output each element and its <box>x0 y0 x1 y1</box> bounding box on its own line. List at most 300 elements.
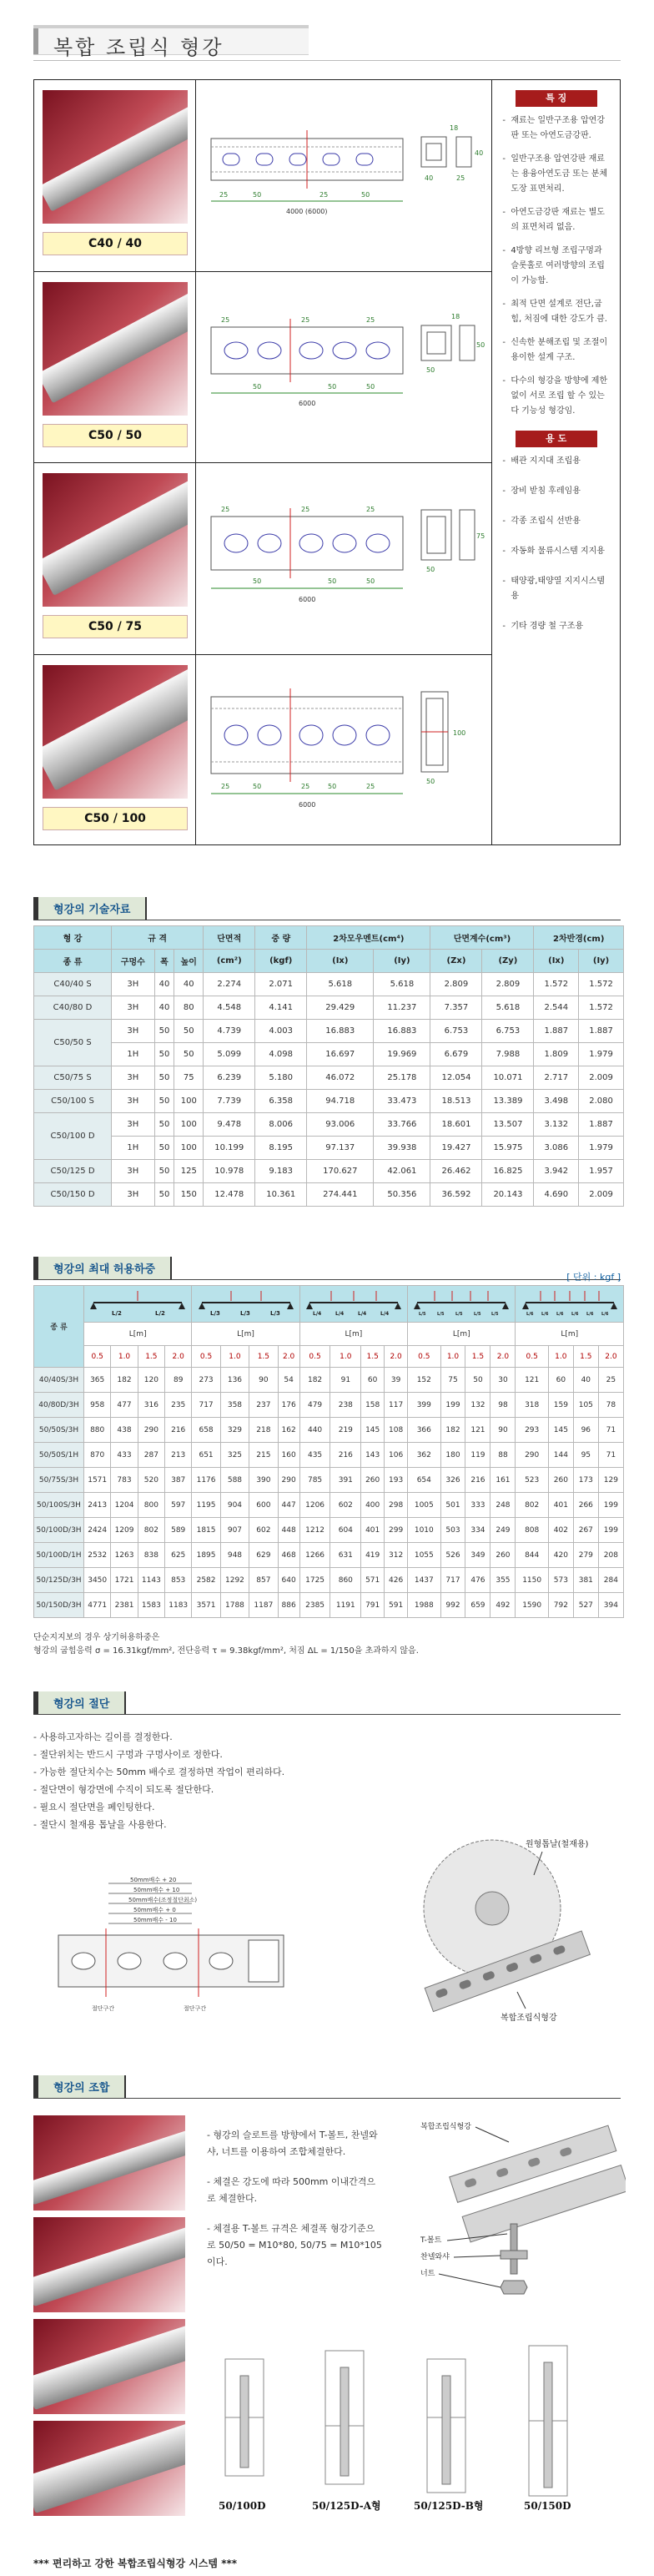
load-row <box>34 1443 624 1468</box>
load-cell: 260 <box>490 1543 516 1568</box>
load-cell: 91 <box>330 1368 361 1393</box>
beam-label: L/2 <box>112 1310 123 1317</box>
load-cell: 401 <box>361 1518 385 1543</box>
profile-label: 복합조립식형강 <box>501 2014 557 2023</box>
tech-cell: 33.766 <box>374 1113 430 1137</box>
load-cell: 1195 <box>192 1493 220 1518</box>
load-cell: 1204 <box>111 1493 138 1518</box>
load-cell: 602 <box>249 1518 278 1543</box>
section-label: 50/100D <box>219 2500 266 2512</box>
load-cell: 90 <box>490 1418 516 1443</box>
tech-cell: 2.717 <box>534 1066 579 1090</box>
tech-cell: 50 <box>174 1020 204 1043</box>
load-cell: 293 <box>516 1418 548 1443</box>
load-cell: 468 <box>278 1543 299 1568</box>
load-cell: 60 <box>361 1368 385 1393</box>
assembly-photo <box>33 2217 185 2312</box>
tech-cell: 3.942 <box>534 1160 579 1183</box>
load-cell: 1815 <box>192 1518 220 1543</box>
length-value: 1.0 <box>220 1346 249 1368</box>
load-cell: 235 <box>165 1393 192 1418</box>
load-cell: 802 <box>516 1493 548 1518</box>
beam-label: L/4 <box>380 1311 390 1317</box>
load-cell: 290 <box>138 1418 164 1443</box>
tech-cell: 46.072 <box>307 1066 374 1090</box>
load-cell: 50 <box>465 1368 490 1393</box>
tech-cell: 4.141 <box>255 996 307 1020</box>
tech-cell: 80 <box>174 996 204 1020</box>
tech-cell: 50 <box>154 1066 174 1090</box>
title-area <box>0 0 654 59</box>
load-cell: 399 <box>408 1393 440 1418</box>
length-value: 1.5 <box>249 1346 278 1368</box>
load-cell: 358 <box>220 1393 249 1418</box>
load-cell: 2385 <box>299 1593 330 1618</box>
tech-cell: 1.887 <box>579 1113 624 1137</box>
length-header: L[m] <box>408 1323 516 1346</box>
load-cell: 180 <box>440 1443 465 1468</box>
tech-cell: 1.572 <box>579 996 624 1020</box>
th-iy: (Iy) <box>374 950 430 973</box>
tech-cell: 40 <box>174 973 204 996</box>
c40-40-drawing <box>203 97 486 255</box>
load-cell: 438 <box>111 1418 138 1443</box>
tech-cell: 16.883 <box>307 1020 374 1043</box>
length-value: 0.5 <box>408 1346 440 1368</box>
load-cell: 290 <box>516 1443 548 1468</box>
section-divider <box>33 1714 621 1715</box>
load-cell: 785 <box>299 1468 330 1493</box>
tech-cell: 1.979 <box>579 1137 624 1160</box>
beam-diagram-fifth <box>408 1286 516 1323</box>
load-row <box>34 1568 624 1593</box>
load-cell: 182 <box>111 1368 138 1393</box>
features-list <box>492 113 620 419</box>
load-cell: 886 <box>278 1593 299 1618</box>
load-cell: 717 <box>440 1568 465 1593</box>
length-value: 1.5 <box>138 1346 164 1368</box>
tech-cell: 50 <box>174 1043 204 1066</box>
tech-cell: 39.938 <box>374 1137 430 1160</box>
load-cell: 1206 <box>299 1493 330 1518</box>
tech-cell: 4.690 <box>534 1183 579 1207</box>
beam-icon <box>195 1288 297 1318</box>
tech-cell: 3H <box>112 1113 155 1137</box>
load-cell: 844 <box>516 1543 548 1568</box>
use-item: - 장비 받침 후레임용 <box>502 484 611 499</box>
dimension-label: 50 <box>253 782 262 790</box>
load-cell: 992 <box>440 1593 465 1618</box>
load-cell: 501 <box>440 1493 465 1518</box>
assembly-photos <box>33 2115 185 2516</box>
load-row <box>34 1543 624 1568</box>
feature-item: - 신속한 분해조립 및 조절이 용이한 설계 구조. <box>502 335 611 365</box>
load-cell: 802 <box>138 1518 164 1543</box>
tech-cell: 6.358 <box>255 1090 307 1113</box>
length-header: L[m] <box>299 1323 407 1346</box>
tech-cell-name: C50/125 D <box>34 1160 112 1183</box>
load-cell: 3450 <box>84 1568 111 1593</box>
load-cell: 25 <box>598 1368 623 1393</box>
tech-cell-name: C40/40 S <box>34 973 112 996</box>
length-value: 2.0 <box>385 1346 408 1368</box>
assembly-step-text: 체결용 T-볼트 규격은 체결폭 형강기준으로 50/50 = M10*80, 50/75 = M10*105 이다. <box>207 2223 382 2267</box>
beam-label: L/6 <box>556 1312 564 1317</box>
tech-cell: 10.361 <box>255 1183 307 1207</box>
tech-cell: 1.887 <box>534 1020 579 1043</box>
tech-row <box>34 1043 624 1066</box>
load-cell-name: 50/50S/1H <box>34 1443 84 1468</box>
load-cell: 136 <box>220 1368 249 1393</box>
dimension-label: 50 <box>361 191 370 199</box>
cutting-step: - 가능한 절단치수는 50mm 배수로 결정하면 작업이 편리하다. <box>33 1767 285 1777</box>
th-rx: (Ix) <box>534 950 579 973</box>
load-cell: 121 <box>465 1418 490 1443</box>
load-cell: 260 <box>548 1468 573 1493</box>
product-cell <box>34 272 195 464</box>
cutting-section <box>0 1691 654 2042</box>
tech-cell: 3H <box>112 1066 155 1090</box>
dimension-label: 25 <box>219 191 229 199</box>
tech-cell: 11.237 <box>374 996 430 1020</box>
note-line: 단순지지보의 경우 상기허용하중은 <box>33 1633 160 1642</box>
load-cell: 1005 <box>408 1493 440 1518</box>
cut-zone-label: 절단구간 <box>92 2005 115 2012</box>
length-value: 2.0 <box>278 1346 299 1368</box>
load-cell: 426 <box>385 1568 408 1593</box>
load-cell: 433 <box>111 1443 138 1468</box>
part-label: 너트 <box>420 2270 435 2278</box>
load-cell: 651 <box>192 1443 220 1468</box>
beam-label: L/5 <box>474 1312 481 1317</box>
load-cell: 800 <box>138 1493 164 1518</box>
dimension-label: 25 <box>221 506 230 513</box>
load-cell: 30 <box>490 1368 516 1393</box>
dimension-label: 50 <box>253 577 262 585</box>
cutting-step: - 절단시 철재용 톱날을 사용한다. <box>33 1819 167 1830</box>
dimension-label: 50 <box>253 191 262 199</box>
tech-cell: 1.572 <box>534 973 579 996</box>
tech-row <box>34 1160 624 1183</box>
load-cell: 237 <box>249 1393 278 1418</box>
load-cell: 571 <box>361 1568 385 1593</box>
load-cell-name: 50/150D/3H <box>34 1593 84 1618</box>
tech-cell: 3H <box>112 1160 155 1183</box>
beam-label: L/5 <box>437 1312 445 1317</box>
cut-dim-label: 50mm배수(조정절단최소) <box>128 1897 198 1903</box>
load-cell: 1266 <box>299 1543 330 1568</box>
dimension-label: 25 <box>366 782 375 790</box>
load-cell: 589 <box>165 1518 192 1543</box>
dimension-label: 50 <box>328 782 337 790</box>
tech-cell: 75 <box>174 1066 204 1090</box>
tech-cell: 4.548 <box>204 996 255 1020</box>
load-cell: 312 <box>385 1543 408 1568</box>
load-cell: 267 <box>573 1518 598 1543</box>
beam-diagram-third <box>192 1286 299 1323</box>
load-cell: 75 <box>440 1368 465 1393</box>
dimension-label: 50 <box>476 340 485 349</box>
load-cell: 89 <box>165 1368 192 1393</box>
tech-cell-name: C50/100 S <box>34 1090 112 1113</box>
tech-cell: 40 <box>154 973 174 996</box>
load-cell: 273 <box>192 1368 220 1393</box>
beam-label: L/4 <box>312 1311 322 1317</box>
load-cell: 625 <box>165 1543 192 1568</box>
tech-cell: 25.178 <box>374 1066 430 1090</box>
load-cell: 145 <box>361 1418 385 1443</box>
tech-cell: 5.099 <box>204 1043 255 1066</box>
load-cell: 129 <box>598 1468 623 1493</box>
load-cell: 492 <box>490 1593 516 1618</box>
load-cell: 1292 <box>220 1568 249 1593</box>
load-cell: 1895 <box>192 1543 220 1568</box>
load-cell: 290 <box>278 1468 299 1493</box>
dimension-label: 40 <box>425 174 434 182</box>
tech-cell: 1H <box>112 1043 155 1066</box>
th-width: 폭 <box>154 950 174 973</box>
tech-row <box>34 1020 624 1043</box>
load-cell: 279 <box>573 1543 598 1568</box>
beam-label: L/4 <box>357 1311 367 1317</box>
cutting-step-text: 절단시 철재용 톱날을 사용한다. <box>39 1819 167 1830</box>
load-cell: 88 <box>490 1443 516 1468</box>
load-cell: 435 <box>299 1443 330 1468</box>
load-cell: 98 <box>490 1393 516 1418</box>
tech-cell: 5.618 <box>307 973 374 996</box>
load-cell: 503 <box>440 1518 465 1543</box>
tech-cell: 20.143 <box>482 1183 534 1207</box>
saw-illustration <box>417 1833 617 2025</box>
part-label: T-볼트 <box>420 2236 442 2245</box>
product-showcase <box>33 79 621 845</box>
tech-cell: 18.601 <box>430 1113 482 1137</box>
load-table-body <box>34 1368 624 1618</box>
load-cell: 573 <box>548 1568 573 1593</box>
product-label: C50 / 75 <box>43 615 188 638</box>
technical-drawing <box>196 463 491 655</box>
tech-cell: 2.544 <box>534 996 579 1020</box>
tech-cell-name: C40/80 D <box>34 996 112 1020</box>
tech-cell: 36.592 <box>430 1183 482 1207</box>
length-value: 1.0 <box>440 1346 465 1368</box>
load-cell-name: 50/50S/3H <box>34 1418 84 1443</box>
tech-cell: 50 <box>154 1020 174 1043</box>
load-heading: 형강의 최대 허용하중 <box>33 1257 172 1279</box>
load-cell: 658 <box>192 1418 220 1443</box>
cut-dim-label: 50mm배수 + 20 <box>130 1877 177 1883</box>
section-50-125d-b <box>414 2359 483 2512</box>
load-cell: 1183 <box>165 1593 192 1618</box>
use-item: - 각종 조립식 선반용 <box>502 514 611 529</box>
tech-cell: 100 <box>174 1090 204 1113</box>
load-cell: 40 <box>573 1368 598 1393</box>
length-value: 1.5 <box>465 1346 490 1368</box>
load-cell: 108 <box>385 1418 408 1443</box>
th-kind: 종 류 <box>34 950 112 973</box>
dimension-label: 25 <box>301 506 310 513</box>
load-cell: 159 <box>548 1393 573 1418</box>
features-column <box>492 80 620 844</box>
dimension-label: 25 <box>319 191 329 199</box>
th-moment: 2차모우멘트(cm⁴) <box>307 926 430 950</box>
load-cell: 238 <box>330 1393 361 1418</box>
load-cell: 1988 <box>408 1593 440 1618</box>
load-cell: 71 <box>598 1443 623 1468</box>
load-cell: 182 <box>440 1418 465 1443</box>
load-cell: 2424 <box>84 1518 111 1543</box>
tech-cell: 8.006 <box>255 1113 307 1137</box>
load-cell: 394 <box>598 1593 623 1618</box>
load-row <box>34 1518 624 1543</box>
load-cell: 216 <box>330 1443 361 1468</box>
tech-cell: 1.957 <box>579 1160 624 1183</box>
load-cell: 366 <box>408 1418 440 1443</box>
tech-cell: 16.697 <box>307 1043 374 1066</box>
load-cell: 105 <box>573 1393 598 1418</box>
load-cell-name: 50/125D/3H <box>34 1568 84 1593</box>
load-cell: 857 <box>249 1568 278 1593</box>
load-cell: 39 <box>385 1368 408 1393</box>
tech-cell: 3H <box>112 996 155 1020</box>
length-value: 1.5 <box>573 1346 598 1368</box>
beam-icon <box>410 1288 512 1318</box>
load-cell: 199 <box>440 1393 465 1418</box>
page-title: 복합 조립식 형강 <box>53 36 224 59</box>
load-cell: 1437 <box>408 1568 440 1593</box>
section-divider <box>33 2098 621 2099</box>
section-label: 50/125D-A형 <box>312 2500 381 2512</box>
tech-cell: 3.132 <box>534 1113 579 1137</box>
tech-cell: 2.009 <box>579 1066 624 1090</box>
th-height: 높이 <box>174 950 204 973</box>
tech-cell: 26.462 <box>430 1160 482 1183</box>
tech-cell: 3H <box>112 1090 155 1113</box>
beam-diagram-quarter <box>299 1286 407 1323</box>
load-section <box>0 1257 654 1618</box>
load-cell: 402 <box>548 1518 573 1543</box>
load-cell: 199 <box>598 1518 623 1543</box>
load-cell: 199 <box>598 1493 623 1518</box>
cutting-step-text: 절단면이 형강면에 수직이 되도록 절단한다. <box>39 1784 214 1795</box>
load-cell: 479 <box>299 1393 330 1418</box>
load-cell: 783 <box>111 1468 138 1493</box>
assembly-step: - 체결은 강도에 따라 500mm 이내간격으로 체결한다. <box>207 2176 376 2204</box>
load-cell: 173 <box>573 1468 598 1493</box>
tech-cell: 50 <box>154 1090 174 1113</box>
beam-label: L/3 <box>209 1310 220 1317</box>
section-divider <box>33 1279 621 1280</box>
load-row <box>34 1418 624 1443</box>
tech-cell: 13.507 <box>482 1113 534 1137</box>
load-cell: 60 <box>548 1368 573 1393</box>
dimension-label: 25 <box>366 506 375 513</box>
tech-cell: 50 <box>154 1183 174 1207</box>
assembly-photo <box>33 2115 185 2211</box>
cutting-step: - 필요시 절단면을 페인팅한다. <box>33 1802 155 1812</box>
dimension-label: 50 <box>426 566 435 573</box>
load-cell: 1583 <box>138 1593 164 1618</box>
tech-cell: 2.009 <box>579 1183 624 1207</box>
tech-cell: 100 <box>174 1113 204 1137</box>
use-item: - 태양광,태양열 지지시스템용 <box>502 574 611 604</box>
tech-cell: 3.086 <box>534 1137 579 1160</box>
load-cell: 1263 <box>111 1543 138 1568</box>
tech-cell: 9.183 <box>255 1160 307 1183</box>
load-cell: 362 <box>408 1443 440 1468</box>
tech-cell: 1.572 <box>579 973 624 996</box>
load-cell: 958 <box>84 1393 111 1418</box>
load-cell: 182 <box>299 1368 330 1393</box>
dimension-label: 50 <box>426 777 435 785</box>
load-cell: 287 <box>138 1443 164 1468</box>
load-row <box>34 1468 624 1493</box>
tech-cell-name: C50/100 D <box>34 1113 112 1160</box>
beam-label: L/3 <box>269 1310 280 1317</box>
load-cell: 316 <box>138 1393 164 1418</box>
load-cell: 216 <box>165 1418 192 1443</box>
tech-cell: 7.357 <box>430 996 482 1020</box>
load-cell: 298 <box>385 1493 408 1518</box>
technical-drawing <box>196 272 491 464</box>
load-cell: 260 <box>361 1468 385 1493</box>
tech-cell: 50 <box>154 1113 174 1137</box>
dimension-label: 50 <box>366 382 375 391</box>
length-value: 0.5 <box>84 1346 111 1368</box>
load-cell: 631 <box>330 1543 361 1568</box>
load-cell-name: 40/40S/3H <box>34 1368 84 1393</box>
load-cell: 419 <box>361 1543 385 1568</box>
load-cell: 355 <box>490 1568 516 1593</box>
load-cell: 860 <box>330 1568 361 1593</box>
load-cell: 591 <box>385 1593 408 1618</box>
load-cell: 193 <box>385 1468 408 1493</box>
load-cell: 1150 <box>516 1568 548 1593</box>
cutting-step-text: 필요시 절단면을 페인팅한다. <box>39 1802 155 1812</box>
tech-cell: 33.473 <box>374 1090 430 1113</box>
use-item: - 자동화 물류시스템 지지용 <box>502 544 611 559</box>
load-cell: 78 <box>598 1393 623 1418</box>
part-label: 복합조립식형강 <box>420 2123 471 2131</box>
tech-cell: 94.718 <box>307 1090 374 1113</box>
load-cell: 249 <box>490 1518 516 1543</box>
load-cell: 654 <box>408 1468 440 1493</box>
load-cell: 904 <box>220 1493 249 1518</box>
tech-cell: 3H <box>112 1183 155 1207</box>
part-label: 찬넬와샤 <box>420 2253 450 2261</box>
load-cell: 659 <box>465 1593 490 1618</box>
dimension-label: 25 <box>301 315 310 324</box>
length-value: 0.5 <box>299 1346 330 1368</box>
load-cell: 1725 <box>299 1568 330 1593</box>
tech-cell: 2.809 <box>482 973 534 996</box>
tech-cell: 1.809 <box>534 1043 579 1066</box>
beam-label: L/6 <box>571 1312 579 1317</box>
feature-item: - 재료는 일반구조용 압연강판 또는 아연도금강판. <box>502 113 611 144</box>
saw-label: 원형톱날(철재용) <box>526 1840 589 1849</box>
cutting-step: - 절단위치는 반드시 구멍과 구멍사이로 정한다. <box>33 1749 223 1760</box>
assembly-photo <box>33 2421 185 2516</box>
tech-cell: 7.988 <box>482 1043 534 1066</box>
load-cell: 2532 <box>84 1543 111 1568</box>
load-cell-name: 50/75S/3H <box>34 1468 84 1493</box>
tech-cell: 5.180 <box>255 1066 307 1090</box>
length-header: L[m] <box>84 1323 192 1346</box>
load-cell: 329 <box>220 1418 249 1443</box>
dimension-label: 50 <box>366 577 375 585</box>
load-cell-name: 50/100D/1H <box>34 1543 84 1568</box>
assembly-step: - 체결용 T-볼트 규격은 체결폭 형강기준으로 50/50 = M10*80, 50/75 = M10*105 이다. <box>207 2223 382 2267</box>
